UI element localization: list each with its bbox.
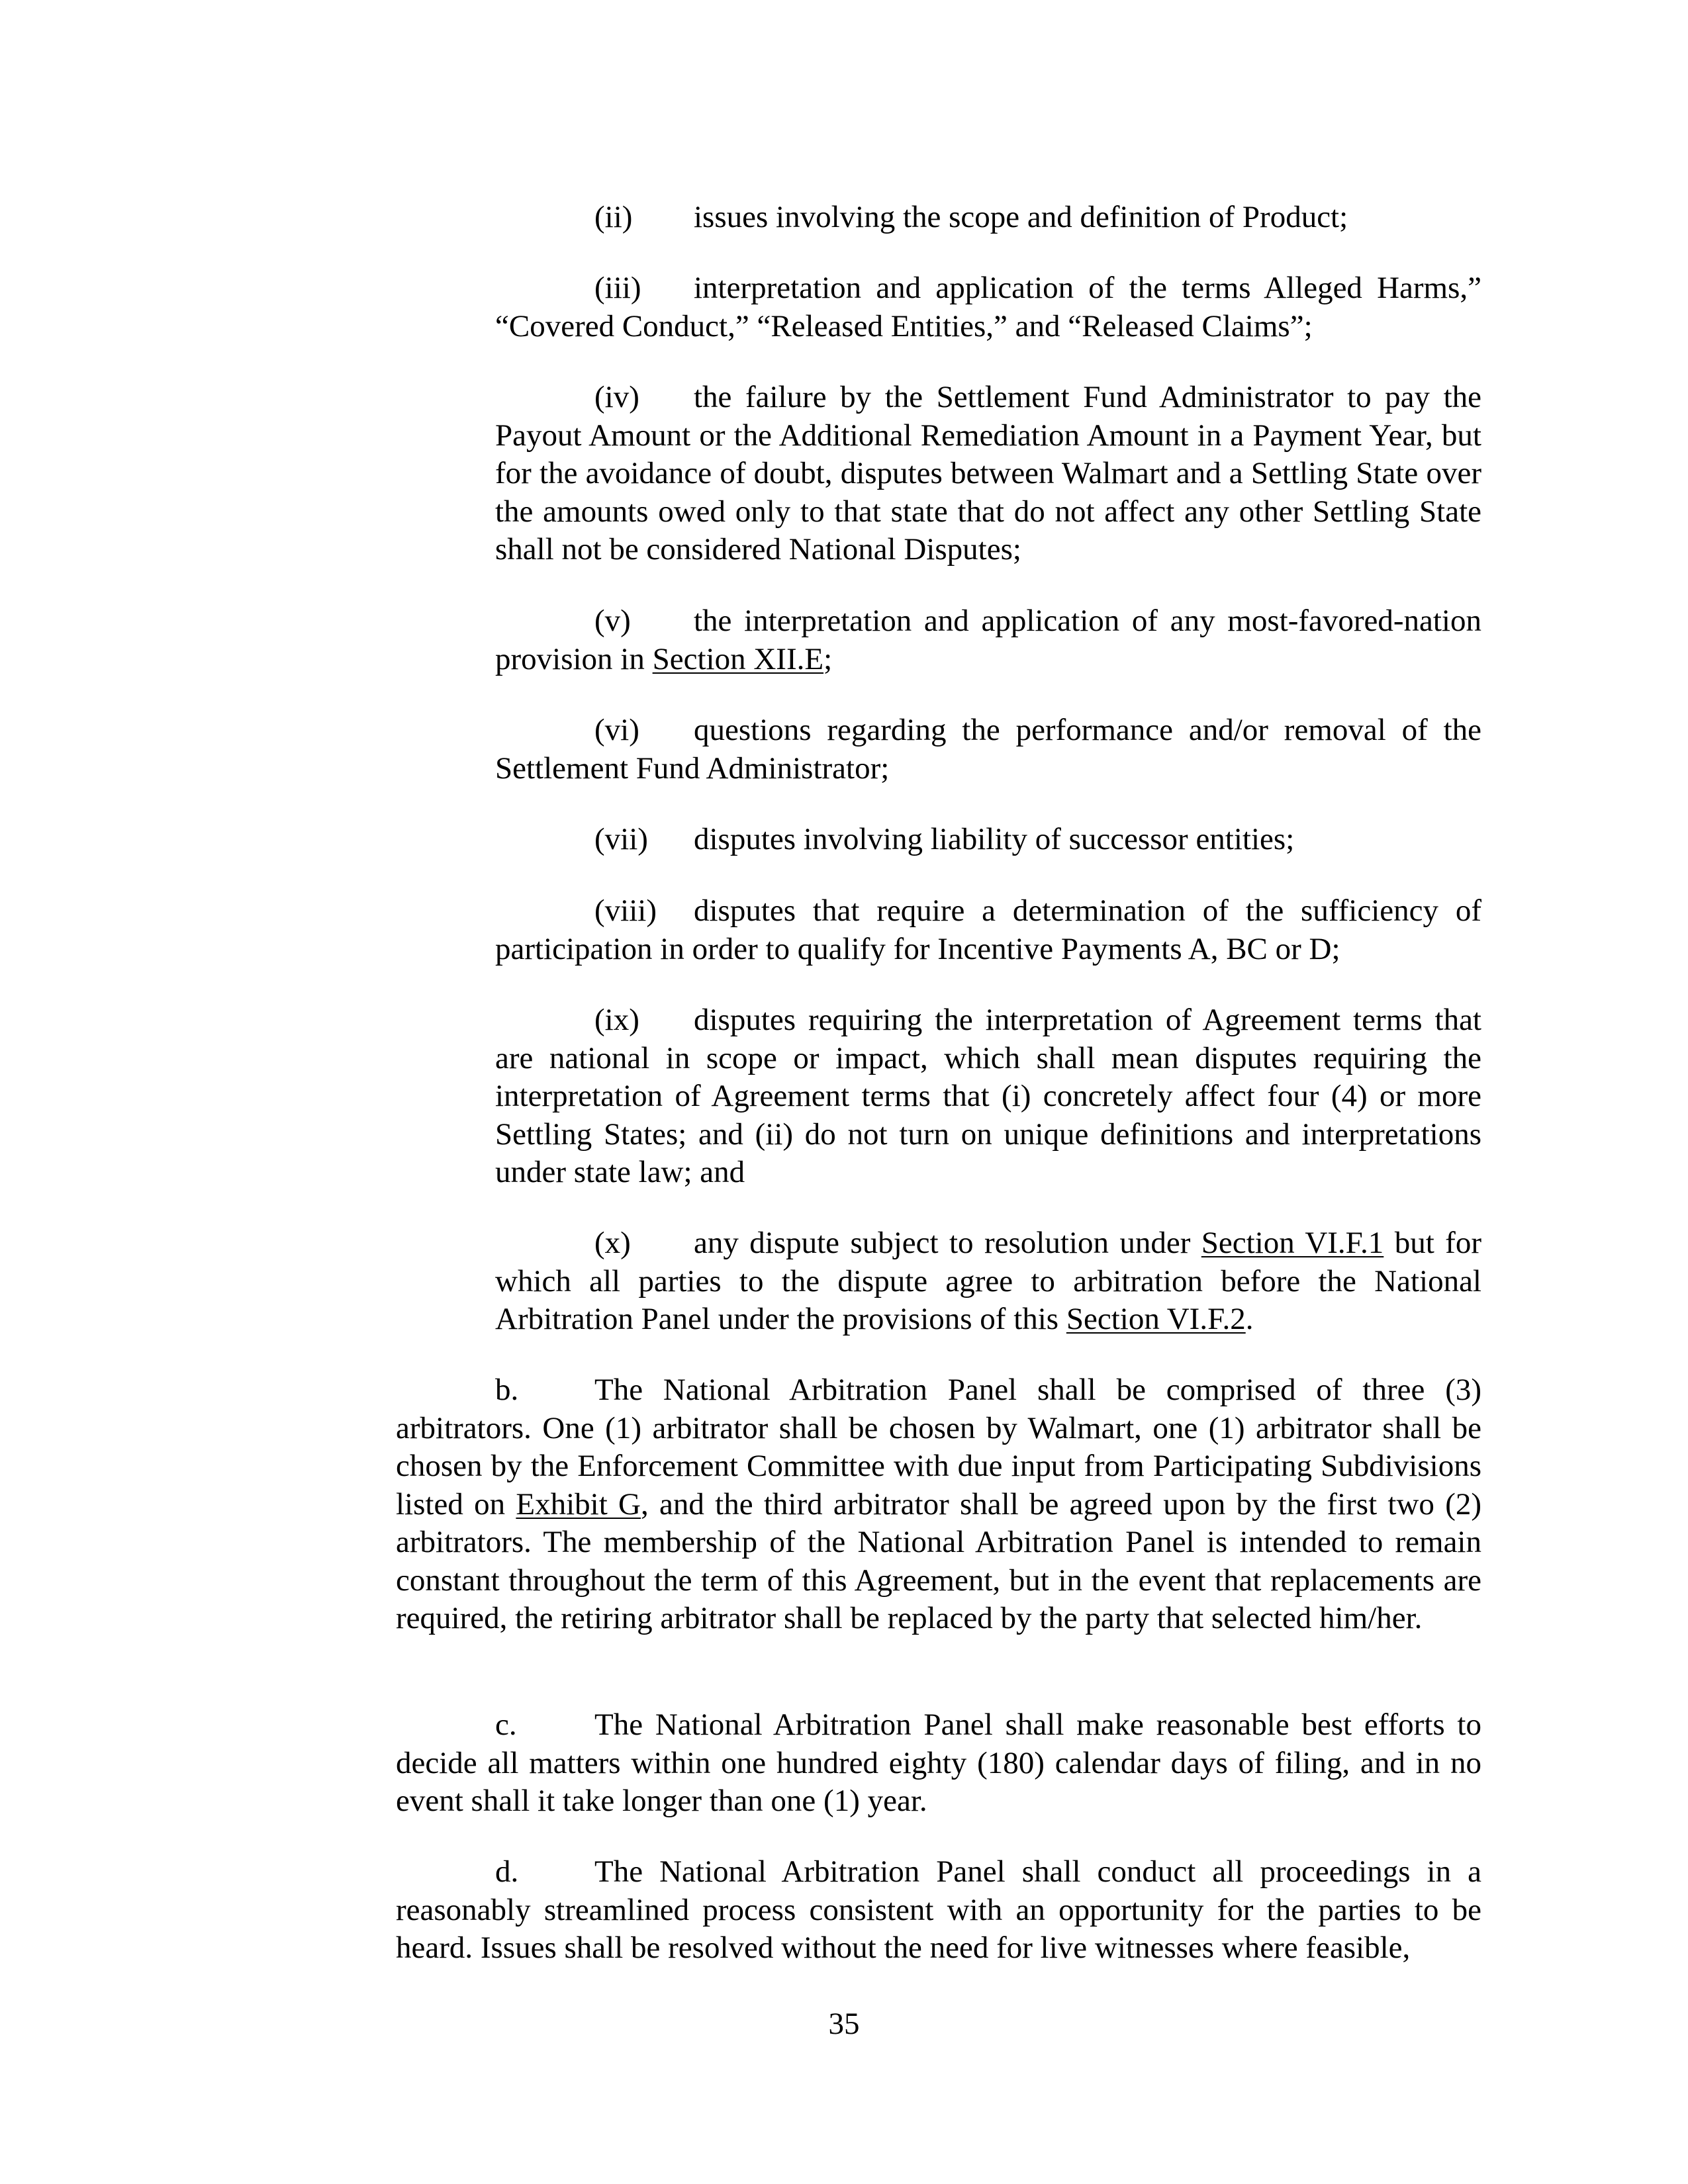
- item-number: (iii): [594, 271, 641, 305]
- list-item-viii: [495, 892, 1481, 968]
- item-text-end: ;: [823, 641, 833, 676]
- exhibit-reference-link[interactable]: Exhibit G: [516, 1486, 641, 1522]
- section-reference-link-2[interactable]: Section VI.F.2: [1066, 1302, 1246, 1336]
- list-item-ix: [495, 1001, 1481, 1192]
- item-text: any dispute subject to resolution under: [694, 1226, 1201, 1260]
- item-text: disputes requiring the interpretation of Agreement terms that are national in scope or impact, which shall mean disputes requiring the interpretation of Agreement terms that (i) concretely affect four (4) or more Settling States; and (ii) do not turn on unique definitions and interpretations under state law; and: [495, 1003, 1481, 1189]
- item-text: disputes that require a determination of the sufficiency of participation in order to qualify for Incentive Payments A, BC or D;: [495, 893, 1481, 966]
- section-text-end: , and the third arbitrator shall be agreed upon by the first two (2) arbitrators. The membership of the National Arbitration Panel is intended to remain constant throughout the term of this Agreement, but in the event that replacements are required, the retiring arbitrator shall be replaced by the party that selected him/her.: [396, 1486, 1481, 1635]
- section-text: The National Arbitration Panel shall be comprised of three (3) arbitrators. One (1) arbitrator shall be chosen by Walmart, one (1) arbitrator shall be chosen by the Enforcement Committee with due input from Participating Subdivisions listed on: [396, 1373, 1481, 1522]
- list-item-vi: [495, 711, 1481, 788]
- section-letter: d.: [495, 1854, 519, 1889]
- section-text: The National Arbitration Panel shall make reasonable best efforts to decide all matters within one hundred eighty (180) calendar days of filing, and in no event shall it take longer than one (1) year.: [396, 1707, 1481, 1818]
- section-letter: c.: [495, 1707, 517, 1742]
- section-d: [396, 1853, 1481, 1968]
- list-item-iv: [495, 379, 1481, 569]
- item-number: (v): [594, 604, 631, 638]
- section-reference-link[interactable]: Section XII.E: [652, 641, 824, 676]
- list-item-x: [495, 1224, 1481, 1339]
- item-text-middle: but for which all parties to the dispute agree to arbitration before the National Arbitration Panel under the provisions of this: [495, 1226, 1481, 1336]
- item-number: (vi): [594, 713, 639, 747]
- list-item-vii: [495, 821, 1481, 859]
- item-text: issues involving the scope and definition of Product;: [694, 200, 1348, 234]
- item-number: (vii): [594, 822, 648, 856]
- item-text: the interpretation and application of any most-favored-nation provision in: [495, 604, 1481, 676]
- section-letter: b.: [495, 1373, 519, 1407]
- item-text: the failure by the Settlement Fund Administrator to pay the Payout Amount or the Additional Remediation Amount in a Payment Year, but for the avoidance of doubt, disputes between Walmart and a Settling State over the amounts owed only to that state that do not affect any other Settling State shall not be considered National Disputes;: [495, 380, 1481, 567]
- item-text-end: .: [1245, 1302, 1254, 1336]
- page-number: 35: [828, 2007, 860, 2041]
- item-number: (x): [594, 1226, 631, 1260]
- section-c: [396, 1706, 1481, 1821]
- item-text: questions regarding the performance and/or removal of the Settlement Fund Administrator;: [495, 713, 1481, 786]
- item-number: (ii): [594, 200, 633, 234]
- item-number: (iv): [594, 380, 639, 414]
- item-text: interpretation and application of the terms Alleged Harms,” “Covered Conduct,” “Released Entities,” and “Released Claims”;: [495, 271, 1481, 343]
- list-item-ii: [495, 199, 1481, 237]
- item-number: (ix): [594, 1003, 639, 1037]
- section-reference-link[interactable]: Section VI.F.1: [1201, 1226, 1384, 1260]
- section-b: [396, 1371, 1481, 1638]
- item-number: (viii): [594, 893, 657, 928]
- list-item-v: [495, 602, 1481, 678]
- list-item-iii: [495, 269, 1481, 345]
- item-text: disputes involving liability of successor entities;: [694, 822, 1295, 856]
- section-text: The National Arbitration Panel shall conduct all proceedings in a reasonably streamlined process consistent with an opportunity for the parties to be heard. Issues shall be resolved without the need for live witnesses where feasible,: [396, 1854, 1481, 1965]
